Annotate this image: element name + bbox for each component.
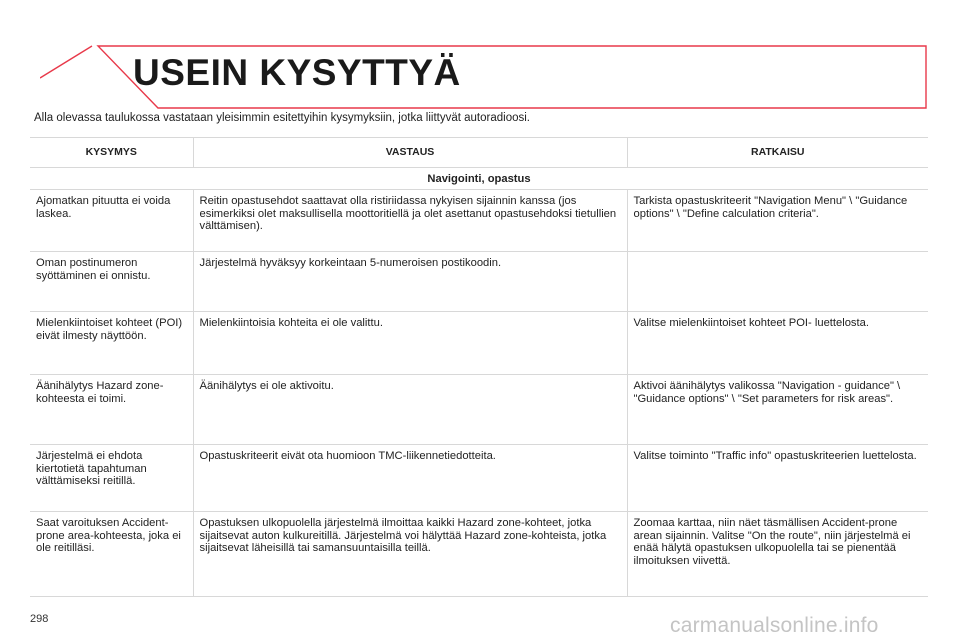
header-answer: VASTAUS [193, 138, 627, 168]
answer-cell: Mielenkiintoisia kohteita ei ole valittu. [193, 312, 627, 375]
question-cell: Mielenkiintoiset kohteet (POI) eivät ilmesty näyttöön. [30, 312, 193, 375]
faq-table [30, 137, 928, 597]
section-row [30, 168, 928, 190]
solution-cell: Valitse toiminto "Traffic info" opastuskriteerien luettelosta. [627, 445, 928, 512]
question-cell: Oman postinumeron syöttäminen ei onnistu. [30, 252, 193, 312]
table-row [30, 375, 928, 445]
solution-cell [627, 252, 928, 312]
table-row [30, 252, 928, 312]
answer-cell: Äänihälytys ei ole aktivoitu. [193, 375, 627, 445]
table-row [30, 190, 928, 252]
question-cell: Saat varoituksen Accident-prone area-kohteesta, joka ei ole reitilläsi. [30, 512, 193, 597]
solution-cell: Aktivoi äänihälytys valikossa "Navigation - guidance" \ "Guidance options" \ "Set parameters for risk areas". [627, 375, 928, 445]
solution-cell: Zoomaa karttaa, niin näet täsmällisen Accident-prone arean sijainnin. Valitse "On the route", niin järjestelmä ei enää hälytä opastuksen ulkopuolella tai se pienentää ilmoituksen viivettä. [627, 512, 928, 597]
answer-cell: Järjestelmä hyväksyy korkeintaan 5-numeroisen postikoodin. [193, 252, 627, 312]
answer-cell: Opastuskriteerit eivät ota huomioon TMC-liikennetiedotteita. [193, 445, 627, 512]
question-cell: Äänihälytys Hazard zone-kohteesta ei toimi. [30, 375, 193, 445]
table-header-row [30, 138, 928, 168]
header-question: KYSYMYS [30, 138, 193, 168]
watermark-text: carmanualsonline.info [670, 614, 879, 637]
table-row [30, 512, 928, 597]
header-solution: RATKAISU [627, 138, 928, 168]
solution-cell: Tarkista opastuskriteerit "Navigation Menu" \ "Guidance options" \ "Define calculation criteria". [627, 190, 928, 252]
section-title: Navigointi, opastus [30, 168, 928, 190]
answer-cell: Reitin opastusehdot saattavat olla ristiriidassa nykyisen sijainnin kanssa (jos esimerkiksi olet maksullisella moottoritiellä ja olet asettanut opastusehdoksi tietullien välttämisen). [193, 190, 627, 252]
page-number: 298 [30, 613, 49, 625]
page-title: USEIN KYSYTTYÄ [133, 52, 461, 93]
answer-cell: Opastuksen ulkopuolella järjestelmä ilmoittaa kaikki Hazard zone-kohteet, jotka sijaitsevat auton kulkureitillä. Järjestelmä voi hälyttää Hazard zone-kohteista, jotka sijaitsevat läheisillä tai samansuuntaisilla teillä. [193, 512, 627, 597]
table-row [30, 312, 928, 375]
table-row [30, 445, 928, 512]
question-cell: Ajomatkan pituutta ei voida laskea. [30, 190, 193, 252]
intro-text: Alla olevassa taulukossa vastataan yleisimmin esitettyihin kysymyksiin, jotka liittyvät autoradioosi. [34, 112, 530, 124]
solution-cell: Valitse mielenkiintoiset kohteet POI- luettelosta. [627, 312, 928, 375]
question-cell: Järjestelmä ei ehdota kiertotietä tapahtuman välttämiseksi reitillä. [30, 445, 193, 512]
